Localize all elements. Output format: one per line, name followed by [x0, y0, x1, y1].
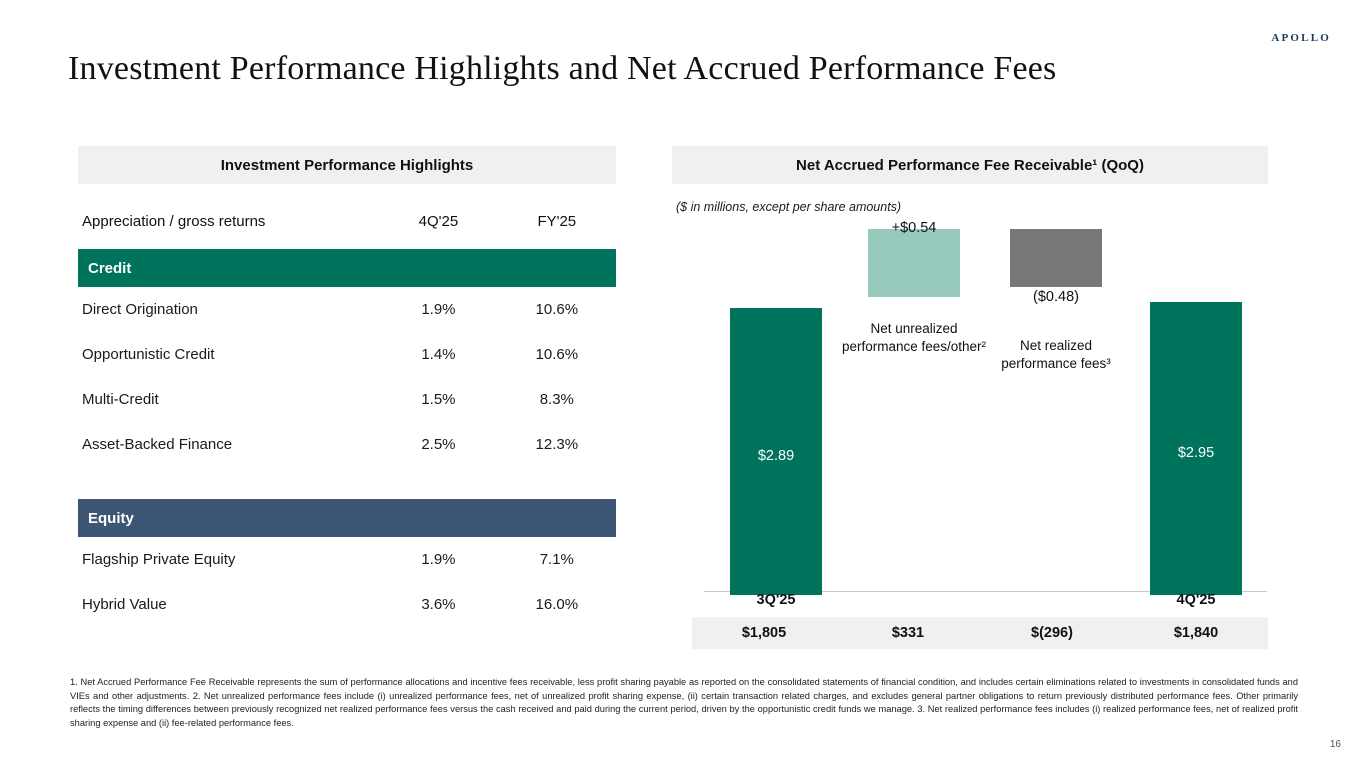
- row-quarter-value: 1.9%: [421, 551, 456, 568]
- section-band-credit-row: [78, 245, 616, 287]
- performance-table: [78, 184, 616, 627]
- row-label: Direct Origination: [82, 301, 198, 318]
- bar-value-3q25: $2.89: [757, 448, 795, 464]
- row-fy-value: 12.3%: [535, 436, 579, 453]
- table-row: [78, 287, 616, 332]
- row-fy-value: 10.6%: [535, 301, 579, 318]
- total-3q25: $1,805: [741, 625, 787, 641]
- bar-3q25: [730, 308, 822, 595]
- row-fy-value: 8.3%: [539, 391, 574, 408]
- bar-value-net-unrealized: +$0.54: [891, 220, 937, 236]
- table-header-label: Appreciation / gross returns: [82, 212, 266, 230]
- row-quarter-value: 2.5%: [421, 436, 456, 453]
- total-4q25: $1,840: [1173, 625, 1219, 641]
- investment-performance-panel: [78, 146, 616, 627]
- total-net-unrealized: $331: [891, 625, 925, 641]
- section-band-equity-row: [78, 495, 616, 537]
- right-panel-header: Net Accrued Performance Fee Receivable¹ (QoQ): [672, 146, 1268, 184]
- waterfall-chart: [672, 220, 1272, 595]
- axis-tick-4q25: 4Q'25: [1176, 592, 1216, 608]
- table-row: [78, 582, 616, 627]
- chart-totals-row: [692, 617, 1268, 649]
- row-label: Hybrid Value: [82, 596, 167, 613]
- bar-net-unrealized: [868, 229, 960, 297]
- table-header-quarter: 4Q'25: [418, 212, 459, 230]
- footnotes: 1. Net Accrued Performance Fee Receivable represents the sum of performance allocations and incentive fees receivable, less profit sharing payable as reported on the consolidated statements of financial condition, and includes certain eliminations related to investments in consolidated funds and VIEs and other adjustments. 2. Net unrealized performance fees include (i) unrealized performance fees, net of unrealized profit sharing expense, (ii) certain transaction related charges, and excludes general partner obligations to return previously distributed performance fees. Other primarily reflects the timing differences between previously recognized net realized performance fees versus the cash received and paid during the current period, driven by the opportunistic credit funds we manage. 3. Net realized performance fees includes (i) realized performance fees, net of realized profit sharing expense and (ii) fee-related performance fees.: [70, 677, 1298, 728]
- row-label: Flagship Private Equity: [82, 551, 236, 568]
- row-fy-value: 16.0%: [535, 596, 579, 613]
- table-header-fy: FY'25: [537, 212, 577, 230]
- axis-tick-3q25: 3Q'25: [756, 592, 796, 608]
- apollo-logo: APOLLO: [1271, 32, 1331, 44]
- total-net-realized: $(296): [1031, 625, 1073, 641]
- row-fy-value: 7.1%: [539, 551, 574, 568]
- chart-units-note: ($ in millions, except per share amounts): [676, 200, 902, 214]
- bar-value-net-realized: ($0.48): [1033, 289, 1079, 305]
- row-label: Opportunistic Credit: [82, 346, 215, 363]
- row-quarter-value: 1.5%: [421, 391, 456, 408]
- chart-axis-labels: [672, 592, 1272, 614]
- table-row: [78, 377, 616, 422]
- page-number: 16: [1329, 739, 1341, 750]
- table-spacer: [78, 467, 616, 495]
- napfr-panel: [672, 146, 1268, 184]
- row-quarter-value: 3.6%: [421, 596, 456, 613]
- left-panel-header: Investment Performance Highlights: [78, 146, 616, 184]
- table-row: [78, 422, 616, 467]
- table-header-row: [78, 184, 616, 245]
- row-quarter-value: 1.4%: [421, 346, 456, 363]
- bar-caption-net-unrealized: Net unrealized performance fees/other²: [841, 321, 987, 354]
- bar-net-realized: [1010, 229, 1102, 287]
- row-fy-value: 10.6%: [535, 346, 579, 363]
- table-row: [78, 332, 616, 377]
- section-band-equity: Equity: [78, 499, 616, 537]
- row-label: Multi-Credit: [82, 391, 159, 408]
- table-row: [78, 537, 616, 582]
- row-label: Asset-Backed Finance: [82, 436, 233, 453]
- bar-4q25: [1150, 302, 1242, 595]
- section-band-credit: Credit: [78, 249, 616, 287]
- bar-value-4q25: $2.95: [1177, 445, 1215, 461]
- row-quarter-value: 1.9%: [421, 301, 456, 318]
- page-title: Investment Performance Highlights and Net Accrued Performance Fees: [68, 50, 1057, 87]
- bar-caption-net-realized: Net realized performance fees³: [1001, 338, 1111, 371]
